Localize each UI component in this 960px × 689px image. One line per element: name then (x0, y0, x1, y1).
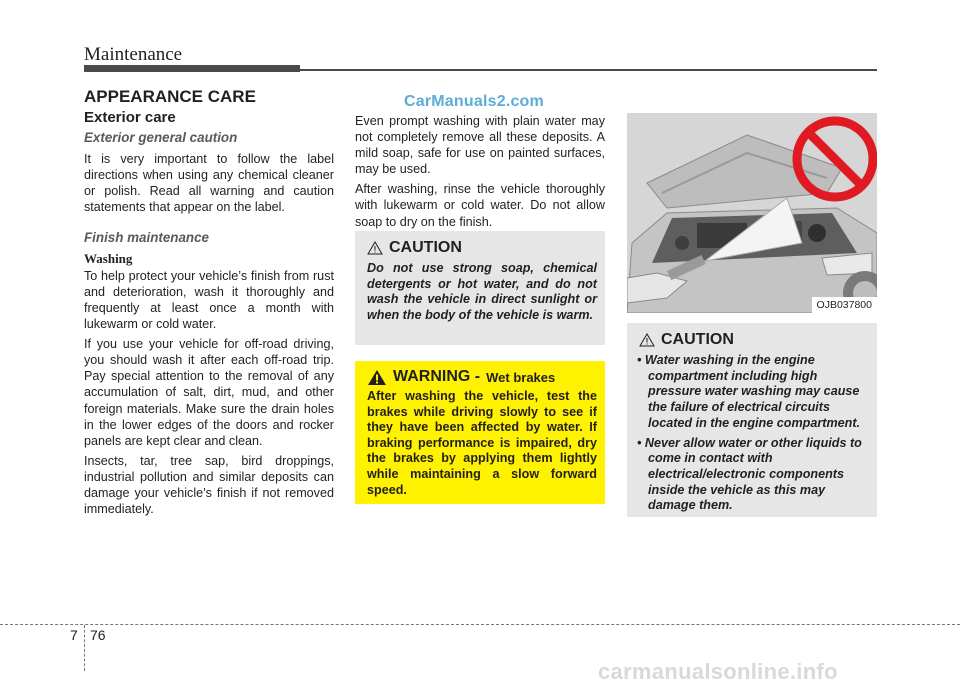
paragraph-rinse: After washing, rinse the vehicle thoroughly with lukewarm or cold water. Do not allow soap to dry on the finish. (355, 182, 605, 229)
subheading-washing: Washing (84, 250, 133, 266)
caution-title: CAUTION (661, 331, 734, 348)
warning-body: After washing the vehicle, test the brakes while driving slowly to see if they have been affected by water. If braking performance is impaired, dry the brakes by applying them lightly while maintaining a slow forward speed. (367, 389, 597, 497)
image-code-label: OJB037800 (812, 297, 877, 313)
paragraph-label-directions: It is very important to follow the label directions when using any chemical cleaner or polish. Read all warning and caution statements that appear on the label. (84, 152, 334, 215)
footer-divider (84, 625, 85, 671)
chapter-number: 7 (70, 627, 78, 643)
caution-list-item: • Water washing in the engine compartment including high pressure water washing may cause the failure of electrical circuits located in the engine compartment. (637, 353, 861, 430)
page-header-title: Maintenance (84, 44, 183, 65)
paragraph-washing: To help protect your vehicle’s finish from rust and deterioration, wash it thoroughly and frequently at least once a month with lukewarm or cold water. (84, 268, 334, 332)
engine-wash-prohibited-image (627, 113, 877, 313)
page-number: 76 (90, 627, 106, 643)
warning-triangle-outline-icon (367, 241, 383, 255)
heading-exterior-care: Exterior care (84, 109, 176, 126)
subheading-finish-maintenance: Finish maintenance (84, 229, 210, 245)
column-middle (355, 113, 605, 230)
caution-list (637, 353, 869, 518)
caution-header (639, 331, 734, 349)
subheading-general-caution: Exterior general caution (84, 130, 238, 146)
warning-box-wet-brakes (355, 361, 605, 504)
paragraph-prompt-washing: Even prompt washing with plain water may not completely remove all these deposits. A mild soap, safe for use on painted surfaces, may be used. (355, 114, 605, 177)
header-rule-thick (84, 65, 300, 72)
caution-list-item: • Never allow water or other liquids to come in contact with electrical/electronic components inside the vehicle as this may damage them. (637, 435, 862, 513)
caution-header (367, 239, 462, 257)
watermark-text: CarManuals2.com (404, 93, 544, 110)
caution-list-item-text: Water washing in the engine compartment including high pressure water washing may cause the failure of electrical circuits located in the engine compartment. (644, 353, 861, 430)
warning-title: WARNING - (393, 368, 481, 385)
warning-header (367, 368, 555, 386)
caution-body: Do not use strong soap, chemical detergents or hot water, and do not wash the vehicle in direct sunlight or when the body of the vehicle is warm. (367, 261, 597, 322)
warning-subtitle: Wet brakes (486, 369, 556, 385)
footer-watermark: carmanualsonline.info (598, 659, 838, 684)
warning-triangle-filled-icon (367, 369, 387, 386)
paragraph-insects: Insects, tar, tree sap, bird droppings, industrial pollution and similar deposits can damage your vehicle’s finish if not removed immediately. (84, 453, 334, 517)
caution-box-engine-water (627, 323, 877, 517)
section-title: APPEARANCE CARE (84, 87, 256, 106)
paragraph-off-road: If you use your vehicle for off-road driving, you should wash it after each off-road trip. Pay special attention to the removal of any accumulation of salt, dirt, mud, and other foreign materials. Make sure the drain holes in the lower edges of the doors and rocker panels are kept clear and clean. (84, 337, 334, 448)
caution-title: CAUTION (389, 239, 462, 256)
caution-list-item-text: Never allow water or other liquids to come in contact with electrical/electronic components inside the vehicle as this may damage them. (644, 435, 862, 513)
header-rule-thin (300, 69, 877, 71)
footer-rule (0, 624, 960, 625)
caution-box-soap (355, 231, 605, 345)
column-left (84, 110, 334, 517)
warning-triangle-outline-icon (639, 333, 655, 347)
engine-wash-illustration (627, 113, 877, 313)
